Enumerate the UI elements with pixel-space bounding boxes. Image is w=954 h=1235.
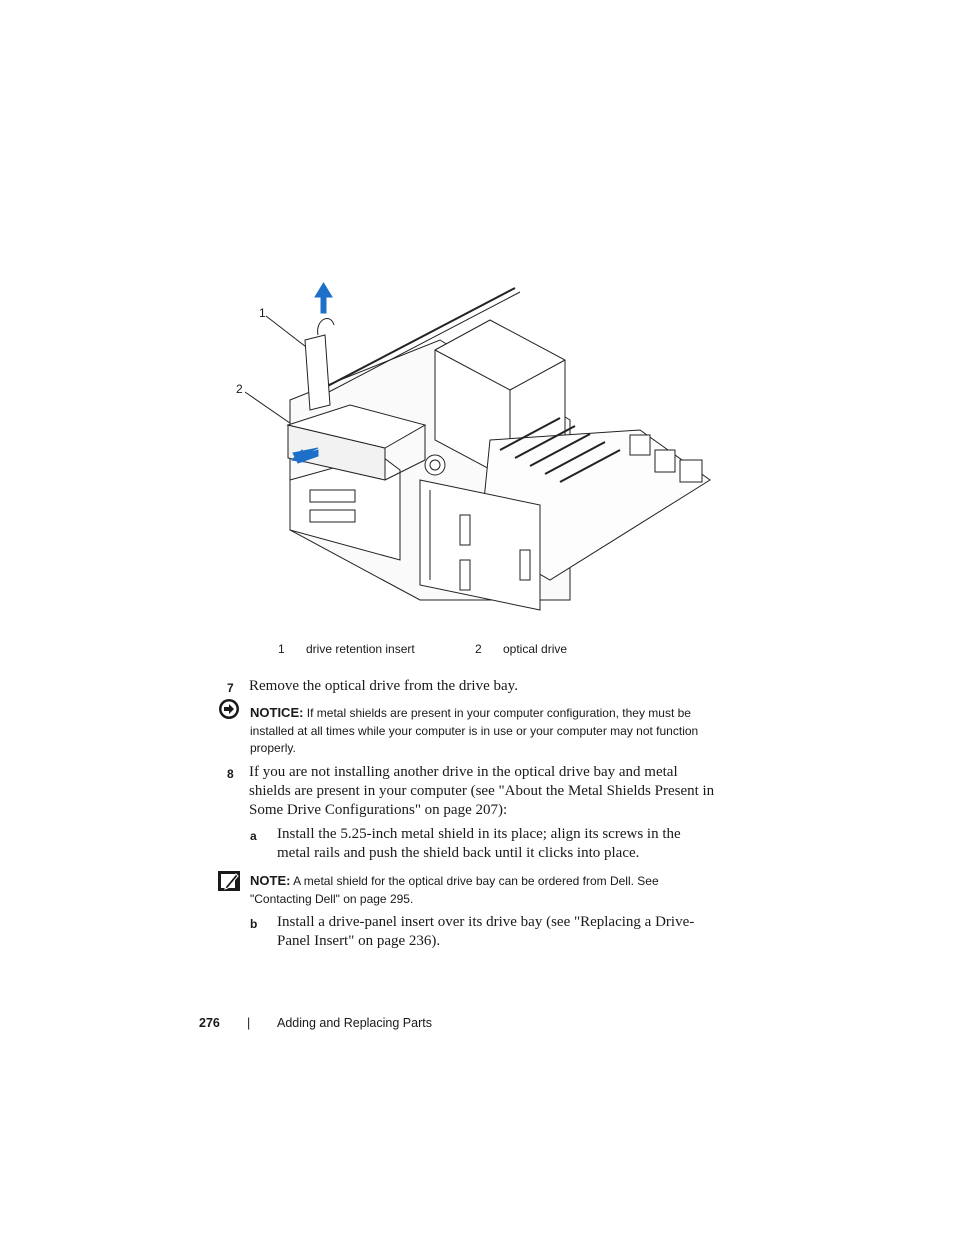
note-text: A metal shield for the optical drive bay can be ordered from Dell. See "Contacting Dell" on page 295. [250,874,659,906]
legend-label-1: drive retention insert [306,642,415,656]
substep-text: Install a drive-panel insert over its drive bay (see "Replacing a Drive-Panel Insert" on page 236). [277,914,695,949]
legend-num-1: 1 [278,642,285,656]
footer-separator: | [247,1016,251,1030]
optical-drive-removal-figure [230,280,720,620]
legend-num-2: 2 [475,642,482,656]
notice-label: NOTICE: [250,705,304,720]
substep-text: Install the 5.25-inch metal shield in its place; align its screws in the metal rails and push the shield back until it clicks into place. [277,826,681,861]
step-number: 8 [227,767,234,781]
notice-icon [218,698,240,720]
substep-letter: b [250,917,258,931]
footer-section-title: Adding and Replacing Parts [277,1016,432,1030]
notice-block [250,704,720,758]
step-text: Remove the optical drive from the drive bay. [249,678,518,694]
note-label: NOTE: [250,873,291,888]
step-text: If you are not installing another drive in the optical drive bay and metal shields are present in your computer (see "About the Metal Shields Present in Some Drive Configurations" on page 207): [249,764,715,818]
notice-text: If metal shields are present in your computer configuration, they must be installed at all times while your computer is in use or your computer may not function properly. [250,706,699,755]
callout-2: 2 [236,382,243,396]
callout-1: 1 [259,306,266,320]
legend-label-2: optical drive [503,642,568,656]
step-number: 7 [227,681,234,695]
substep-letter: a [250,829,257,843]
note-block [250,872,720,908]
page-number: 276 [199,1016,220,1030]
pencil-note-icon [217,870,241,892]
